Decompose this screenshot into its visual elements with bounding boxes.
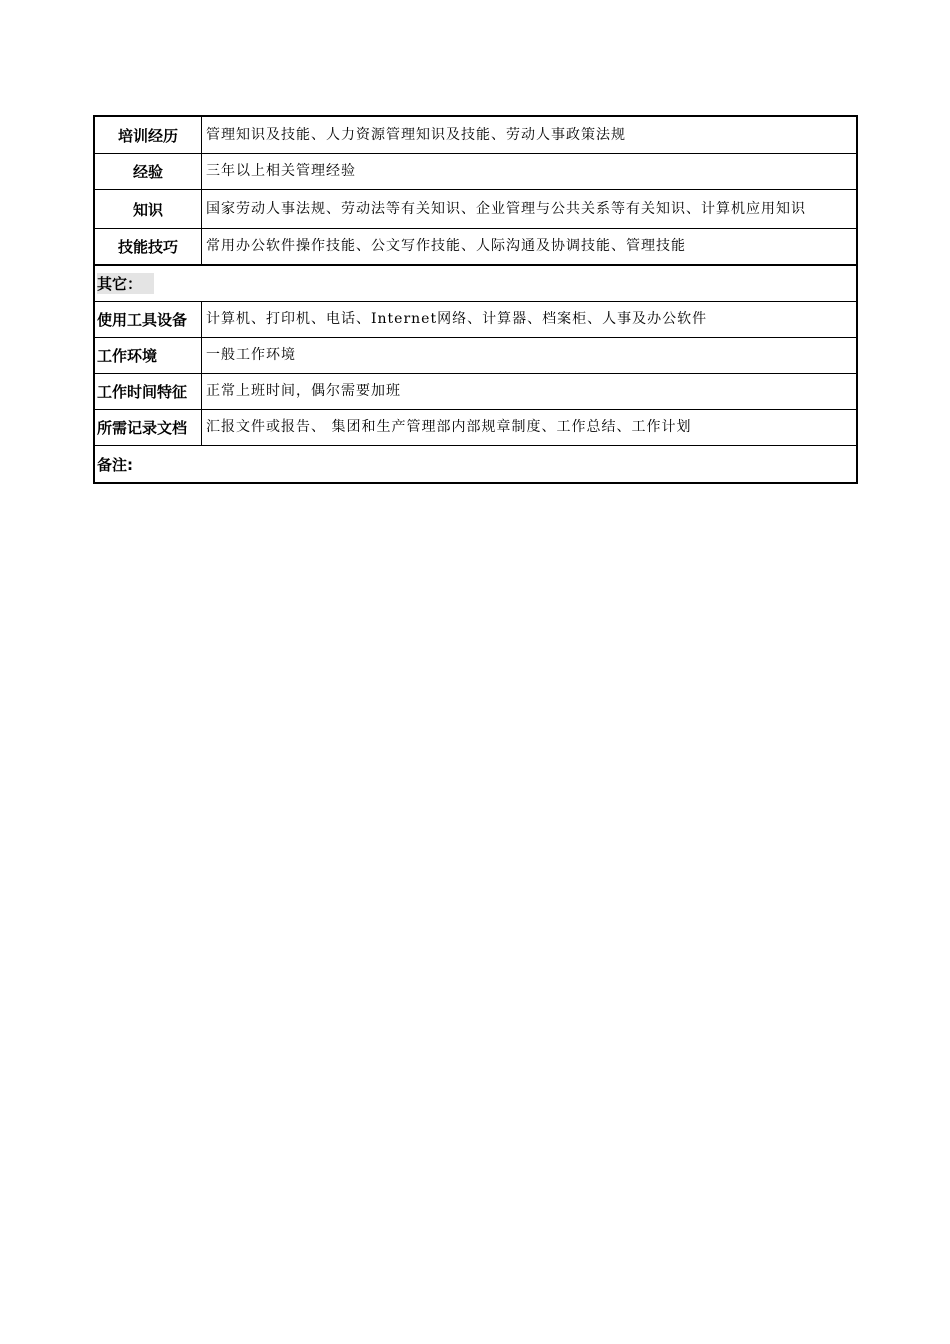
job-description-table — [93, 115, 858, 484]
remarks-label: 备注: — [97, 455, 133, 474]
table-row-experience — [95, 154, 856, 190]
table-row-tools — [95, 302, 856, 338]
row-value: 正常上班时间，偶尔需要加班 — [206, 383, 401, 399]
row-label: 工作环境 — [95, 338, 202, 373]
table-row-knowledge — [95, 190, 856, 229]
row-label: 使用工具设备 — [95, 302, 202, 337]
row-value: 计算机、打印机、电话、Internet网络、计算器、档案柜、人事及办公软件 — [206, 311, 708, 327]
row-label: 所需记录文档 — [95, 410, 202, 445]
table-row-work-time — [95, 374, 856, 410]
table-row-skills — [95, 229, 856, 266]
section-header — [95, 266, 856, 301]
row-value: 国家劳动人事法规、劳动法等有关知识、企业管理与公共关系等有关知识、计算机应用知识 — [206, 200, 806, 217]
row-value: 管理知识及技能、人力资源管理知识及技能、劳动人事政策法规 — [206, 126, 626, 143]
row-label: 经验 — [95, 154, 202, 189]
other-header-label: 其它： — [97, 273, 154, 294]
table-row-remarks — [95, 446, 856, 482]
row-value: 汇报文件或报告、 集团和生产管理部内部规章制度、工作总结、工作计划 — [206, 419, 692, 435]
row-label: 工作时间特征 — [95, 374, 202, 409]
row-label: 知识 — [95, 190, 202, 228]
row-label: 培训经历 — [95, 117, 202, 153]
table-row-other-header — [95, 266, 856, 302]
table-row-training — [95, 117, 856, 154]
table-row-environment — [95, 338, 856, 374]
row-value: 一般工作环境 — [206, 347, 296, 363]
row-value: 常用办公软件操作技能、公文写作技能、人际沟通及协调技能、管理技能 — [206, 238, 686, 254]
table-row-documents — [95, 410, 856, 446]
row-label: 技能技巧 — [95, 229, 202, 264]
row-value: 三年以上相关管理经验 — [206, 163, 356, 179]
